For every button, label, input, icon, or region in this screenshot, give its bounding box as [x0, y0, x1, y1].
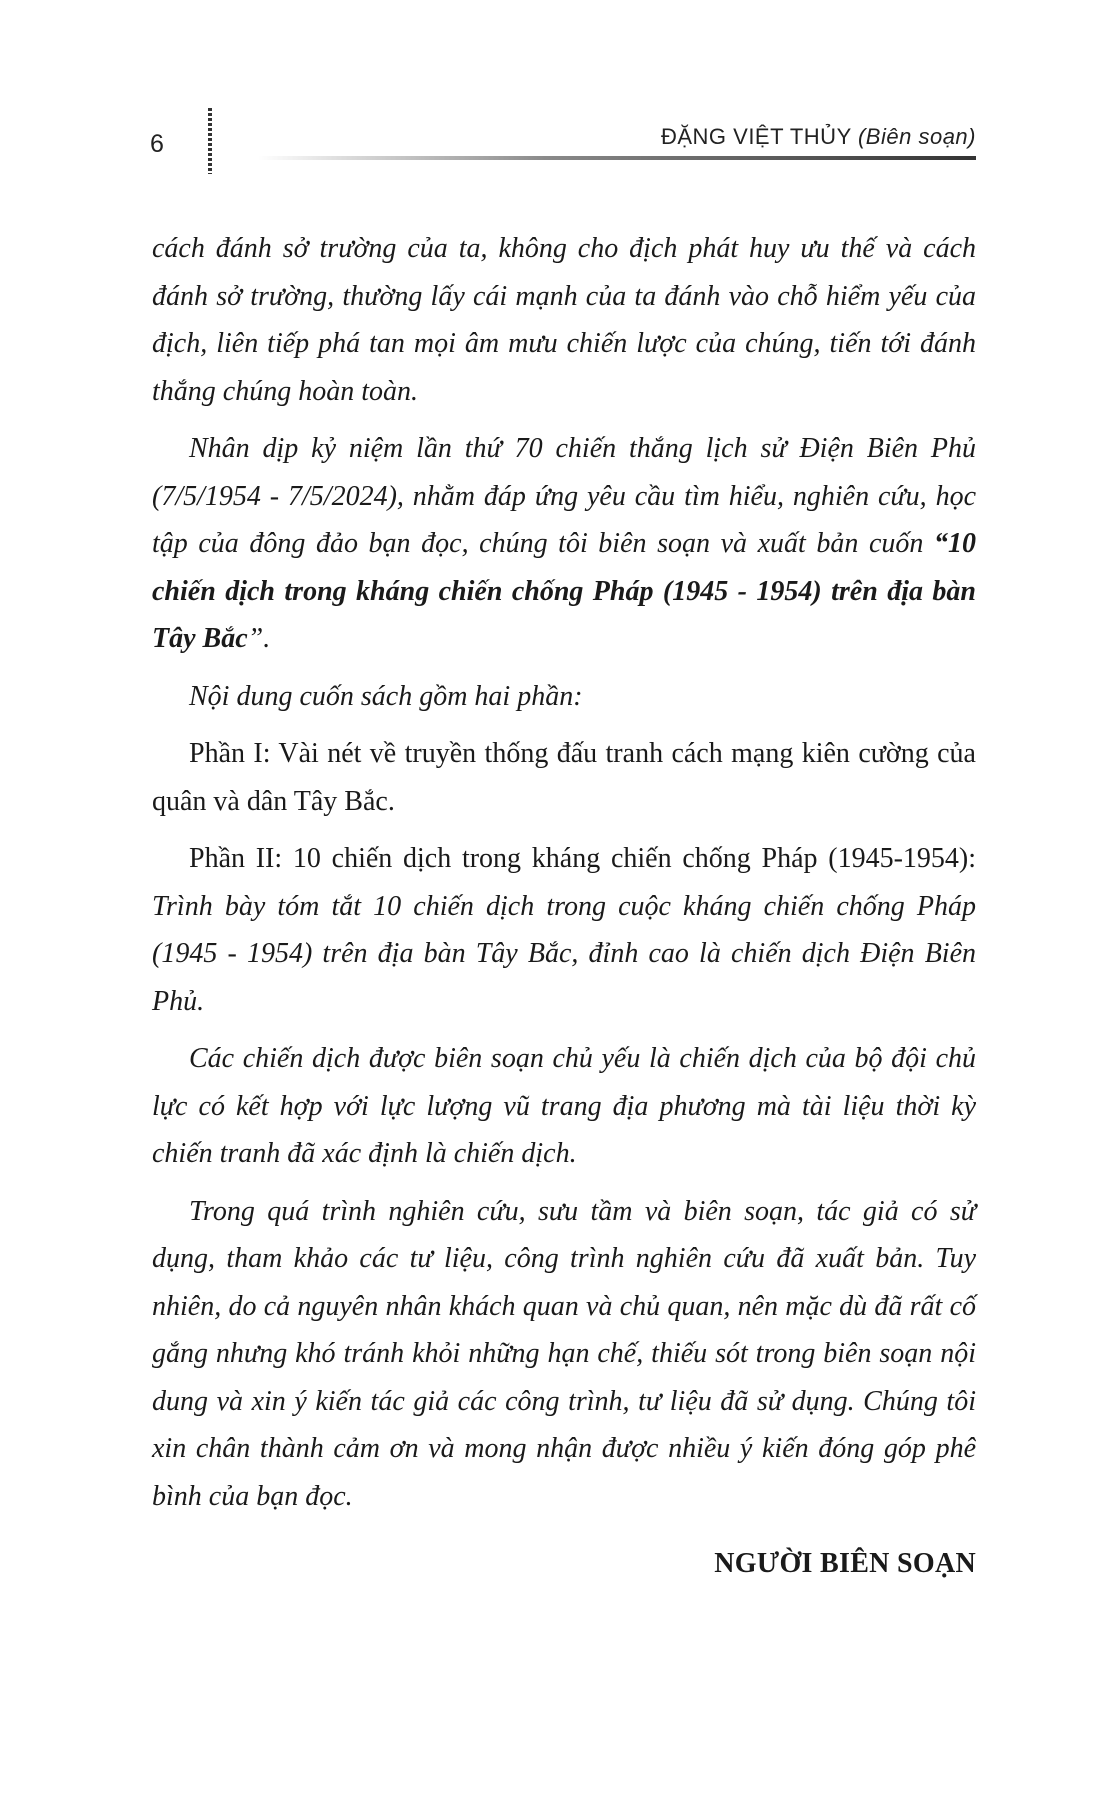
- running-head: [661, 124, 976, 150]
- paragraph-book-intro: [152, 425, 976, 663]
- part-two-description: Trình bày tóm tắt 10 chiến dịch trong cuộc kháng chiến chống Pháp (1945 - 1954) trên địa bàn Tây Bắc, đỉnh cao là chiến dịch Điện Biên Phủ.: [152, 890, 976, 1017]
- running-head-author: ĐẶNG VIỆT THỦY: [660, 124, 852, 149]
- running-head-role: (Biên soạn): [857, 124, 976, 149]
- page-number: 6: [150, 130, 164, 158]
- book-title: “10 chiến dịch trong kháng chiến chống Pháp (1945 - 1954) trên địa bàn Tây Bắc: [152, 528, 976, 654]
- book-intro-text: Nhân dịp kỷ niệm lần thứ 70 chiến thắng lịch sử Điện Biên Phủ (7/5/1954 - 7/5/2024), nhằm đáp ứng yêu cầu tìm hiểu, nghiên cứu, học tập của đông đảo bạn đọc, chúng tôi biên soạn và xuất bản cuốn: [152, 433, 976, 559]
- paragraph-acknowledgement: Trong quá trình nghiên cứu, sưu tầm và biên soạn, tác giả có sử dụng, tham khảo các tư liệu, công trình nghiên cứu đã xuất bản. Tuy nhiên, do cả nguyên nhân khách quan và chủ quan, nên mặc dù đã rất cố gắng nhưng khó tránh khỏi những hạn chế, thiếu sót trong biên soạn nội dung và xin ý kiến tác giả các công trình, tư liệu đã sử dụng. Chúng tôi xin chân thành cảm ơn và mong nhận được nhiều ý kiến đóng góp phê bình của bạn đọc.: [152, 1195, 976, 1512]
- paragraph-part-two: [152, 835, 976, 1025]
- book-intro-end: ”.: [247, 623, 271, 654]
- header-ornament: [208, 108, 212, 174]
- signature: NGƯỜI BIÊN SOẠN: [714, 1548, 976, 1579]
- paragraph-contents-intro: Nội dung cuốn sách gồm hai phần:: [189, 680, 583, 712]
- page-body: [152, 225, 976, 1598]
- part-two-label: Phần II: 10 chiến dịch trong kháng chiến chống Pháp (1945-1954):: [189, 843, 976, 874]
- paragraph-part-one: Phần I: Vài nét về truyền thống đấu tranh cách mạng kiên cường của quân và dân Tây Bắc.: [152, 738, 976, 817]
- header-rule: [258, 156, 976, 160]
- paragraph-continuation: cách đánh sở trường của ta, không cho địch phát huy ưu thế và cách đánh sở trường, thường lấy cái mạnh của ta đánh vào chỗ hiểm yếu của địch, liên tiếp phá tan mọi âm mưu chiến lược của chúng, tiến tới đánh thắng chúng hoàn toàn.: [152, 233, 976, 407]
- paragraph-campaign-scope: Các chiến dịch được biên soạn chủ yếu là chiến dịch của bộ đội chủ lực có kết hợp với lực lượng vũ trang địa phương mà tài liệu thời kỳ chiến tranh đã xác định là chiến dịch.: [152, 1043, 976, 1169]
